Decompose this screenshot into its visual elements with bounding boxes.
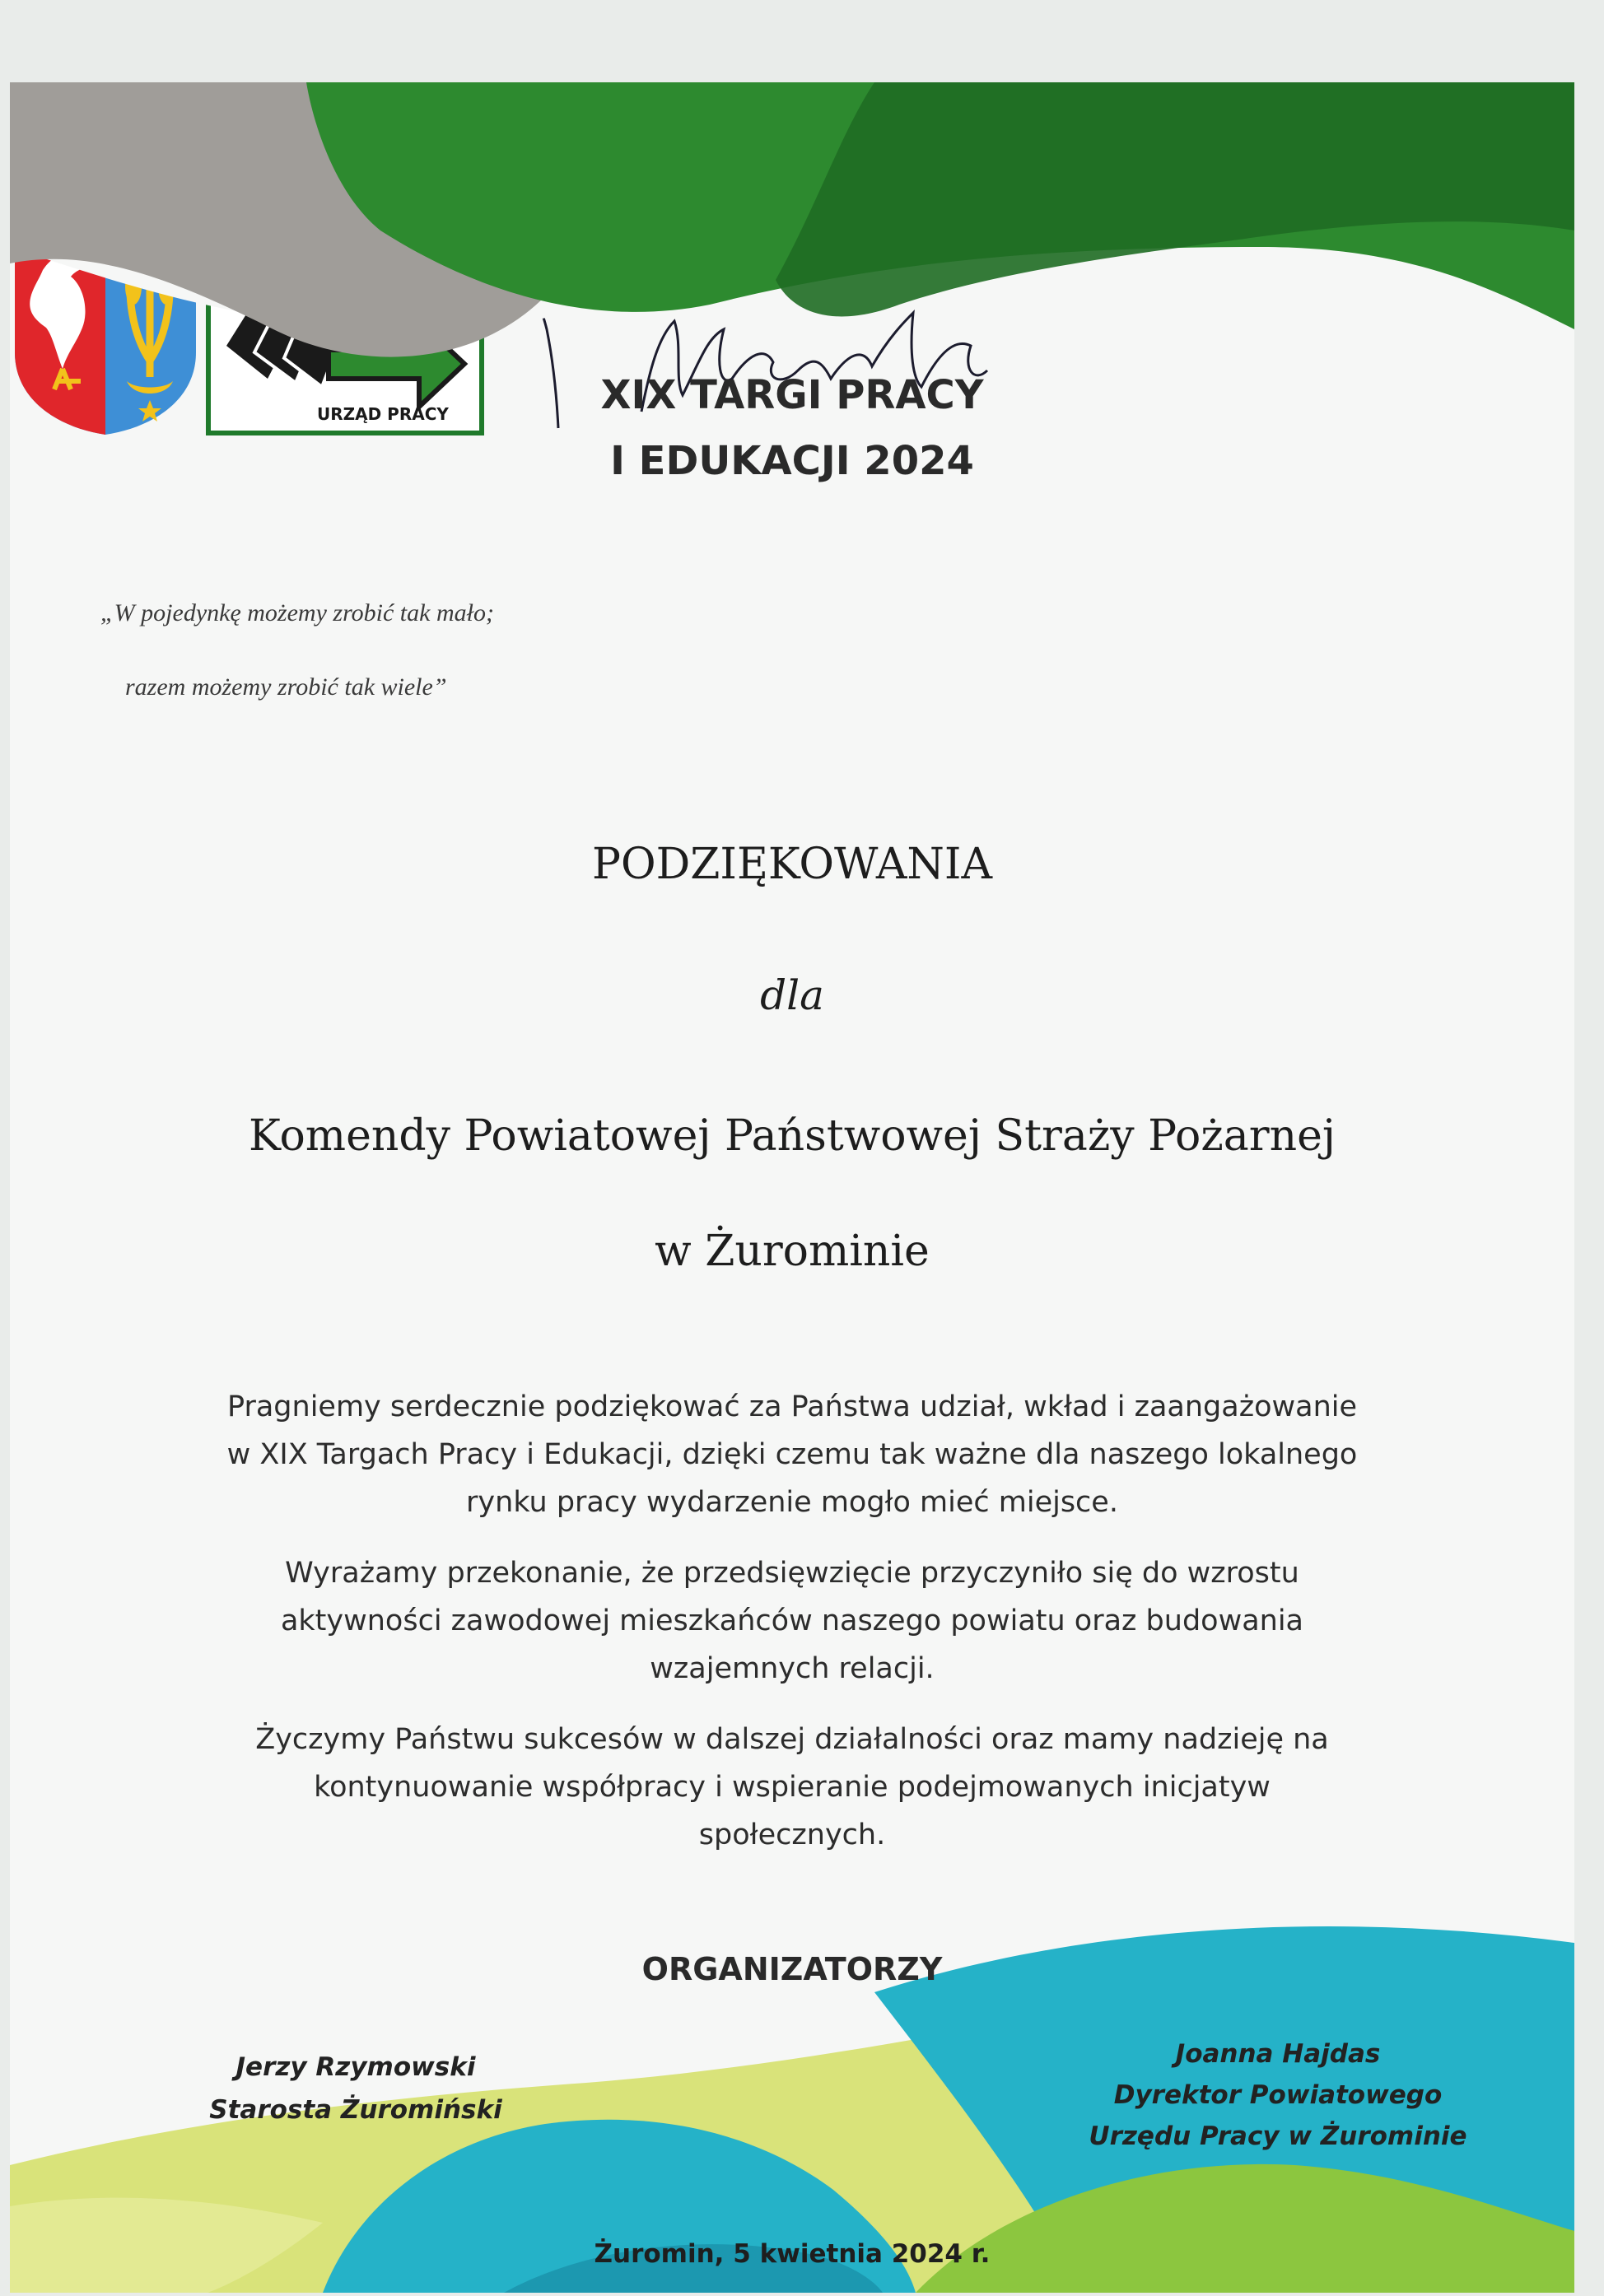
body-line: kontynuowanie współpracy i wspieranie podejmowanych inicjatyw: [314, 1771, 1271, 1804]
issue-date: Żuromin, 5 kwietnia 2024 r.: [594, 2239, 991, 2269]
motto-line-2: razem możemy zrobić tak wiele”: [125, 673, 447, 701]
body-line: w XIX Targach Pracy i Edukacji, dzięki czemu tak ważne dla naszego lokalnego: [226, 1438, 1358, 1471]
body-paragraph: [158, 1383, 1426, 1526]
body-line: Wyrażamy przekonanie, że przedsięwzięcie przyczyniło się do wzrostu: [285, 1557, 1299, 1590]
signatory-role-line-1: Dyrektor Powiatowego: [1113, 2080, 1443, 2110]
certificate-page: [10, 82, 1574, 2293]
body-line: Życzymy Państwu sukcesów w dalszej działalności oraz mamy nadzieję na: [255, 1723, 1329, 1756]
thanks-body: [158, 1383, 1426, 1882]
certificate-heading: PODZIĘKOWANIA: [591, 840, 993, 889]
signatory-name: Joanna Hajdas: [1175, 2039, 1381, 2069]
motto-line-1: „W pojedynkę możemy zrobić tak mało;: [100, 599, 494, 626]
signatory-role-line-2: Urzędu Pracy w Żurominie: [1089, 2121, 1467, 2151]
motto-quote: [100, 576, 677, 724]
top-wave-decoration: [10, 82, 1574, 362]
body-paragraph: [158, 1716, 1426, 1859]
body-line: społecznych.: [698, 1819, 886, 1851]
recipient-line-1: Komendy Powiatowej Państwowej Straży Pożarnej: [249, 1111, 1336, 1161]
signatory-role: Starosta Żuromiński: [209, 2095, 502, 2125]
body-line: aktywności zawodowej mieszkańców naszego powiatu oraz budowania: [280, 1604, 1304, 1637]
signatory-right: [1031, 2033, 1525, 2157]
event-title: [422, 362, 1163, 494]
body-line: rynku pracy wydarzenie mogło mieć miejsce.: [466, 1486, 1118, 1519]
recipient-line-2: w Żurominie: [655, 1227, 930, 1276]
event-title-line-1: XIX TARGI PRACY: [600, 372, 984, 418]
signatory-left: [150, 2046, 562, 2131]
svg-text:URZĄD PRACY: URZĄD PRACY: [317, 404, 449, 424]
signatory-name: Jerzy Rzymowski: [235, 2052, 476, 2082]
body-line: wzajemnych relacji.: [650, 1652, 935, 1685]
organizers-heading: ORGANIZATORZY: [641, 1951, 943, 1987]
event-title-line-2: I EDUKACJI 2024: [610, 438, 974, 484]
body-line: Pragniemy serdecznie podziękować za Państwa udział, wkład i zaangażowanie: [226, 1390, 1358, 1423]
heading-for: dla: [760, 971, 824, 1019]
body-paragraph: [158, 1549, 1426, 1693]
recipient-name: [133, 1078, 1451, 1309]
